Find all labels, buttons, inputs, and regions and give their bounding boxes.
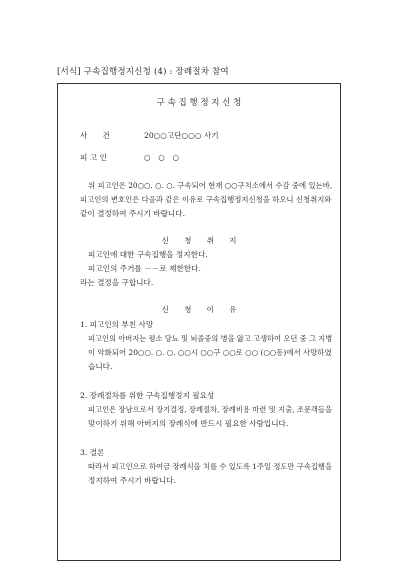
defendant-label: 피 고 인: [80, 153, 107, 162]
reasons-heading: 신 청 이 유: [161, 305, 237, 314]
reason-line: 정지하여 주시기 바랍니다.: [88, 476, 176, 485]
document-caption: [서식] 구속집행정지신청 (4) : 장례절차 참여: [57, 67, 229, 77]
reason-line: 이 악화되어 20○○. ○. ○. ○○시 ○○구 ○○로 ○○ (○○동)에서 사망하였: [88, 348, 332, 357]
reason-line: 맞이하기 위해 아버지의 장례식에 반드시 필요한 사람입니다.: [88, 419, 289, 428]
intro-line: 같이 결정하여 주시기 바랍니다.: [80, 209, 186, 218]
reason-title: 1. 피고인의 부친 사망: [80, 320, 154, 329]
reason-line: 따라서 피고인으로 하여금 장례식을 치를 수 있도록 1주일 정도만 구속집행을: [88, 462, 333, 471]
intro-line: 피고인의 변호인은 다음과 같은 이유로 구속집행정지신청을 하오니 신청취지와: [80, 195, 332, 204]
purpose-line: 피고인의 주거를 －－로 제한한다.: [88, 264, 201, 273]
reason-title: 2. 장례절차를 위한 구속집행정지 필요성: [80, 391, 215, 400]
document-title: 구 속 집 행 정 지 신 청: [156, 98, 242, 108]
case-label: 사 건: [80, 131, 110, 140]
reason-line: 피고인은 장남으로서 장기결정, 장례절차, 장례비용 마련 및 지출, 조문객들을: [88, 405, 333, 414]
defendant-value: ○ ○ ○: [144, 153, 180, 162]
reason-line: 피고인의 아버지는 평소 당뇨 및 뇌졸중의 병을 앓고 고생하여 오던 중 그 지병: [88, 334, 333, 343]
application-document: [57, 83, 341, 561]
reason-title: 3. 결론: [80, 448, 105, 457]
purpose-line: 라는 결정을 구합니다.: [80, 278, 154, 287]
intro-line: 위 피고인은 20○○. ○. ○. 구속되어 현재 ○○구치소에서 수감 중에 있는바,: [88, 181, 333, 190]
reason-line: 습니다.: [88, 362, 113, 371]
purpose-heading: 신 청 취 지: [161, 236, 237, 245]
case-value: 20○○고단○○○ 사기: [144, 131, 219, 140]
purpose-line: 피고인에 대한 구속집행을 정지한다.: [88, 250, 208, 259]
